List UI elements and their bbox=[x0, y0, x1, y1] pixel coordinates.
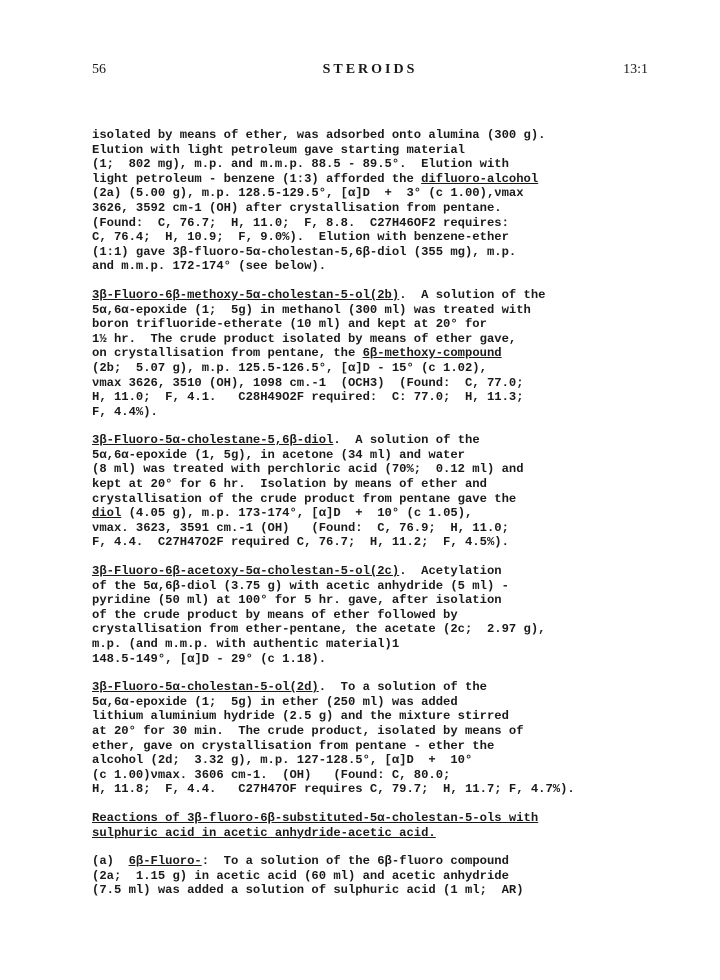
text-line: crystallisation of the crude product from pentane gave the bbox=[92, 491, 517, 506]
text-line: 148.5-149°, [α]D - 29° (c 1.18). bbox=[92, 651, 327, 666]
text-line: on crystallisation from pentane, the 6β-methoxy-compound bbox=[92, 346, 502, 361]
text-line: of the 5α,6β-diol (3.75 g) with acetic anhydride (5 ml) - bbox=[92, 578, 509, 593]
page-number: 56 bbox=[92, 62, 106, 77]
underlined-term: 3β-Fluoro-6β-acetoxy-5α-cholestan-5-ol(2c) bbox=[92, 564, 400, 579]
underlined-term: 6β-Fluoro- bbox=[128, 854, 202, 869]
text-line: H, 11.0; F, 4.1. C28H49O2F required: C: 77.0; H, 11.3; bbox=[92, 390, 524, 405]
text-line: (Found: C, 76.7; H, 11.0; F, 8.8. C27H46OF2 requires: bbox=[92, 215, 509, 230]
text-line: (2a; 1.15 g) in acetic acid (60 ml) and acetic anhydride bbox=[92, 868, 509, 883]
paragraph bbox=[92, 288, 652, 419]
text-line: (2a) (5.00 g), m.p. 128.5-129.5°, [α]D + 3° (c 1.00),νmax bbox=[92, 186, 524, 201]
text-line: 3β-Fluoro-6β-acetoxy-5α-cholestan-5-ol(2c). Acetylation bbox=[92, 564, 502, 579]
underlined-term: 3β-Fluoro-5α-cholestane-5,6β-diol bbox=[92, 433, 334, 448]
text-line: νmax 3626, 3510 (OH), 1098 cm.-1 (OCH3) (Found: C, 77.0; bbox=[92, 375, 524, 390]
text-line: 3β-Fluoro-6β-methoxy-5α-cholestan-5-ol(2b). A solution of the bbox=[92, 287, 546, 302]
paragraph bbox=[92, 564, 652, 666]
text-line: isolated by means of ether, was adsorbed onto alumina (300 g). bbox=[92, 128, 546, 142]
article-body bbox=[92, 128, 652, 912]
text-line: ether, gave on crystallisation from pentane - ether the bbox=[92, 738, 495, 753]
text-line: Reactions of 3β-fluoro-6β-substituted-5α-cholestan-5-ols with bbox=[92, 810, 539, 825]
text-line: Elution with light petroleum gave starting material bbox=[92, 142, 465, 157]
text-line: F, 4.4%). bbox=[92, 404, 158, 419]
underlined-term: 3β-Fluoro-5α-cholestan-5-ol(2d) bbox=[92, 680, 319, 695]
issue-number: 13:1 bbox=[623, 62, 648, 77]
paragraph bbox=[92, 433, 652, 550]
text-line: 5α,6α-epoxide (1; 5g) in ether (250 ml) was added bbox=[92, 694, 458, 709]
text-line: (c 1.00)νmax. 3606 cm-1. (OH) (Found: C, 80.0; bbox=[92, 767, 451, 782]
text-line: kept at 20° for 6 hr. Isolation by means of ether and bbox=[92, 477, 487, 492]
text-line: (a) 6β-Fluoro-: To a solution of the 6β-fluoro compound bbox=[92, 854, 509, 869]
text-line: (2b; 5.07 g), m.p. 125.5-126.5°, [α]D - 15° (c 1.02), bbox=[92, 360, 487, 375]
text-line: (1; 802 mg), m.p. and m.m.p. 88.5 - 89.5°. Elution with bbox=[92, 157, 509, 172]
text-line: m.p. (and m.m.p. with authentic material)1 bbox=[92, 637, 400, 651]
text-line: at 20° for 30 min. The crude product, isolated by means of bbox=[92, 723, 524, 738]
text-line: sulphuric acid in acetic anhydride-acetic acid. bbox=[92, 825, 436, 840]
journal-title: STEROIDS bbox=[322, 62, 418, 77]
text-line: H, 11.8; F, 4.4. C27H47OF requires C, 79.7; H, 11.7; F, 4.7%). bbox=[92, 782, 575, 797]
text-line: crystallisation from ether-pentane, the acetate (2c; 2.97 g), bbox=[92, 622, 546, 637]
text-line: 1½ hr. The crude product isolated by means of ether gave, bbox=[92, 331, 517, 346]
text-line: 3626, 3592 cm-1 (OH) after crystallisation from pentane. bbox=[92, 200, 502, 215]
text-line: light petroleum - benzene (1:3) afforded the difluoro-alcohol bbox=[92, 171, 539, 186]
text-line: pyridine (50 ml) at 100° for 5 hr. gave, after isolation bbox=[92, 593, 502, 608]
text-line: boron trifluoride-etherate (10 ml) and kept at 20° for bbox=[92, 317, 487, 332]
text-line: and m.m.p. 172-174° (see below). bbox=[92, 259, 327, 274]
text-line: (7.5 ml) was added a solution of sulphuric acid (1 ml; AR) bbox=[92, 883, 524, 898]
underlined-term: 6β-methoxy-compound bbox=[362, 346, 502, 361]
underlined-term: 3β-Fluoro-6β-methoxy-5α-cholestan-5-ol(2b) bbox=[92, 287, 400, 302]
text-line: of the crude product by means of ether followed by bbox=[92, 607, 458, 622]
text-line: 3β-Fluoro-5α-cholestan-5-ol(2d). To a solution of the bbox=[92, 680, 487, 695]
text-line: diol (4.05 g), m.p. 173-174°, [α]D + 10° (c 1.05), bbox=[92, 506, 473, 521]
text-line: F, 4.4. C27H47O2F required C, 76.7; H, 11.2; F, 4.5%). bbox=[92, 535, 509, 550]
section-heading bbox=[92, 811, 652, 840]
text-line: 5α,6α-epoxide (1, 5g), in acetone (34 ml) and water bbox=[92, 447, 465, 462]
text-line: νmax. 3623, 3591 cm.-1 (OH) (Found: C, 76.9; H, 11.0; bbox=[92, 520, 509, 535]
paragraph bbox=[92, 128, 652, 274]
text-line: (1:1) gave 3β-fluoro-5α-cholestan-5,6β-diol (355 mg), m.p. bbox=[92, 244, 517, 259]
paragraph bbox=[92, 854, 652, 898]
text-line: C, 76.4; H, 10.9; F, 9.0%). Elution with benzene-ether bbox=[92, 230, 509, 245]
paragraph bbox=[92, 680, 652, 797]
text-line: 3β-Fluoro-5α-cholestane-5,6β-diol. A solution of the bbox=[92, 433, 480, 448]
page-header bbox=[92, 62, 648, 80]
text-line: (8 ml) was treated with perchloric acid (70%; 0.12 ml) and bbox=[92, 462, 524, 477]
text-line: 5α,6α-epoxide (1; 5g) in methanol (300 ml) was treated with bbox=[92, 302, 531, 317]
underlined-term: diol bbox=[92, 506, 122, 521]
underlined-term: difluoro-alcohol bbox=[421, 171, 539, 186]
text-line: alcohol (2d; 3.32 g), m.p. 127-128.5°, [α]D + 10° bbox=[92, 753, 473, 768]
text-line: lithium aluminium hydride (2.5 g) and the mixture stirred bbox=[92, 709, 509, 724]
